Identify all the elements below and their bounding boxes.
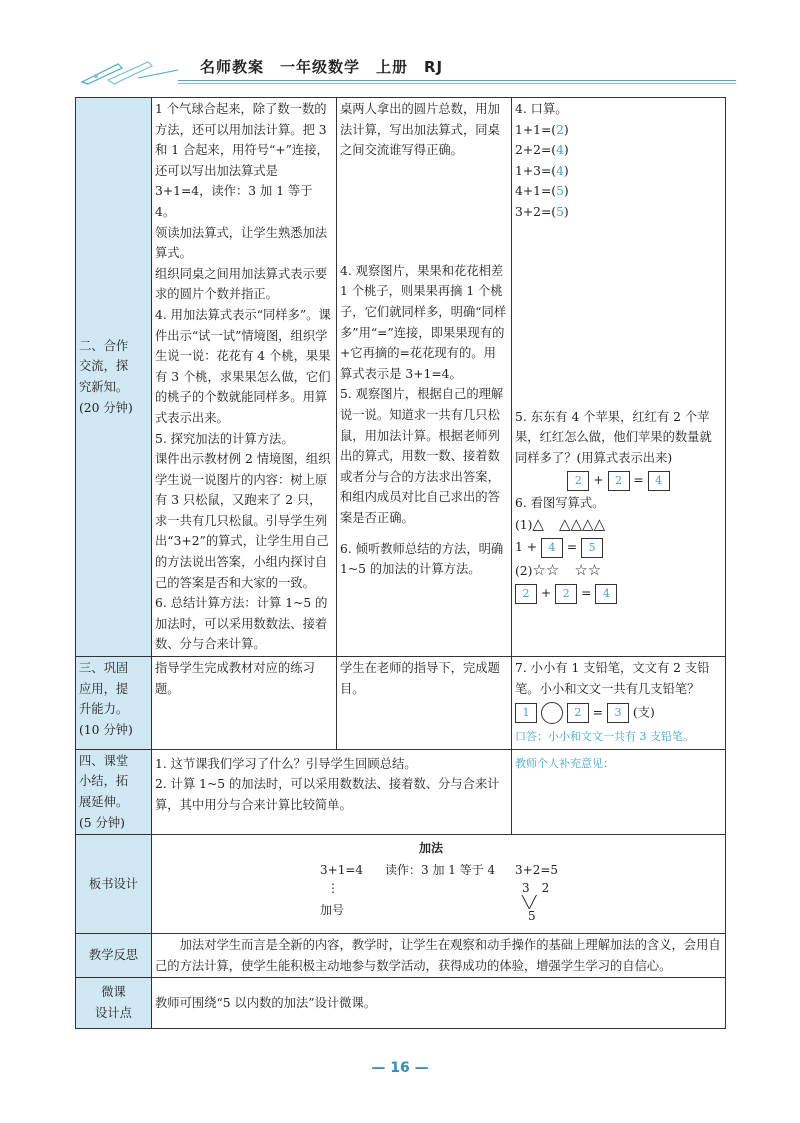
teacher-activity-explore: 1 个气球合起来，除了数一数的方法，还可以用加法计算。把 3 和 1 合起来，用符号“+”连接，还可以写出加法算式是 3+1=4，读作：3 加 1 等于 4。 领读加法算式，让学生熟悉加法算式。 组织同桌之间用加法算式表示要求的圆片个数并指正。 4. 用加法算式表示“同样多”。课件出示“试一试”情境图，组织学生说一说：花花有 4 个桃，果果有 3 个桃，求果果怎么做，它们的桃子的个数就能同样多。用算式表示出来。 5. 探究加法的计算方法。 课件出示教材例 2 情境图，组织学生说一说图片的内容：树上原有 3 只松鼠，又跑来了 2 只，求一共有几只松鼠。引导学生列出“3+2”的算式，让学生用自己的方法说出答案，小组内探讨自己的答案是否和大家的一致。 6. 总结计算方法：计算 1~5 的加法时，可以采用数数法、接着数、分与合来计算。 <box>152 98 337 657</box>
board-eq1: 3+1=4 <box>320 863 364 878</box>
section-row-apply <box>76 657 726 750</box>
board-dots: ⋮ <box>327 881 339 896</box>
teacher-activity-apply: 指导学生完成教材对应的练习题。 <box>152 657 337 750</box>
board-label: 板书设计 <box>76 835 152 934</box>
microcourse-text: 教师可围绕“5 以内数的加法”设计微课。 <box>152 978 726 1028</box>
summary-content: 1. 这节课我们学习了什么？引导学生回顾总结。 2. 计算 1~5 的加法时，可以采用数数法、接着数、分与合来计算，其中用分与合来计算比较简单。 <box>152 749 512 834</box>
question-7-equation: 1 2 = 3 (支) <box>515 702 722 724</box>
board-split-lines: ╲╱ <box>522 895 537 910</box>
section-row-reflection <box>76 934 726 978</box>
reflection-text: 加法对学生而言是全新的内容，教学时，让学生在观察和动手操作的基础上理解加法的含义，会用自己的方法计算，使学生能积极主动地参与数学活动，获得成功的体验，增强学生学习的自信心。 <box>152 934 726 978</box>
board-read: 读作：3 加 1 等于 4 <box>385 863 496 878</box>
triangle-icons: △ △△△△ <box>532 514 606 533</box>
reflection-label: 教学反思 <box>76 934 152 978</box>
star-icons: ☆☆ ☆☆ <box>532 560 602 579</box>
board-eq2: 3+2=5 <box>515 863 559 878</box>
oral-calc-5: 3+2=(5) <box>515 204 569 219</box>
header-rule-thin <box>178 83 736 84</box>
board-content <box>152 835 726 934</box>
board-title: 加法 <box>419 841 444 856</box>
question-6-2-shapes: (2)☆☆ ☆☆ <box>515 560 602 579</box>
page-number: — 16 — <box>371 1060 429 1076</box>
pencil-ruler-logo-icon <box>78 56 188 88</box>
section-row-microcourse <box>76 978 726 1028</box>
question-6-1-equation: 1 + 4 = 5 <box>515 537 722 558</box>
board-split-top: 3 2 <box>522 881 550 896</box>
section-row-summary <box>76 749 726 834</box>
section-label-apply: 三、巩固 应用，提 升能力。 (10 分钟) <box>76 657 152 750</box>
student-activity-explore: 桌两人拿出的圆片总数，用加法计算，写出加法算式，同桌之间交流谁写得正确。 4. 观察图片，果果和花花相差 1 个桃子，则果果再摘 1 个桃子，它们就同样多，明确“同样多”用“=”连接，即果果现有的+它再摘的=花花现有的。用算式表示是 3+1=4。 5. 观察图片，根据自己的理解说一说。知道求一共有几只松鼠，用加法计算。根据老师列出的算式，用数一数、接着数或者分与合的方法求出答案，和组内成员对比自己求出的答案是否正确。 6. 倾听教师总结的方法，明确 1~5 的加法的计算方法。 <box>337 98 512 657</box>
page-header <box>68 52 736 92</box>
section-label-explore: 二、合作 交流，探 究新知。 (20 分钟) <box>76 98 152 657</box>
section-row-explore <box>76 98 726 657</box>
question-7-answer: 口答：小小和文文一共有 3 支铅笔。 <box>515 730 694 744</box>
question-6-2-equation: 2 + 2 = 4 <box>515 583 722 604</box>
oral-calc-3: 1+3=(4) <box>515 163 569 178</box>
section-label-summary: 四、课堂 小结，拓 展延伸。 (5 分钟) <box>76 749 152 834</box>
board-split-bottom: 5 <box>528 909 536 924</box>
exercise-column-apply <box>512 657 726 750</box>
header-title: 名师教案 一年级数学 上册 RJ <box>200 58 444 76</box>
student-activity-apply: 学生在老师的指导下，完成题目。 <box>337 657 512 750</box>
board-plus-name: 加号 <box>320 903 345 918</box>
exercise-column-explore: 4. 口算。 1+1=(2) 2+2=(4) 1+3=(4) 4+1=(5) 3+2=(5) 5. 东东有 4 个苹果，红红有 2 个苹果，红红怎么做，他们苹果的数量就同样多了？(用算式表示出来) 2 + 2 = 4 6. 看图写算式。 (1)△ △△△△ 1 + 4 = 5 (2)☆☆ ☆☆ 2 + 2 = 4 <box>512 98 726 657</box>
lesson-plan-table <box>75 97 726 1029</box>
operator-circle-icon <box>541 702 563 724</box>
section-row-board <box>76 835 726 934</box>
oral-calc-4: 4+1=(5) <box>515 184 569 199</box>
microcourse-label: 微课 设计点 <box>76 978 152 1028</box>
oral-calc-1: 1+1=(2) <box>515 122 569 137</box>
question-6-1-shapes: (1)△ △△△△ <box>515 514 606 533</box>
question-5-text: 5. 东东有 4 个苹果，红红有 2 个苹果，红红怎么做，他们苹果的数量就同样多了？(用算式表示出来) <box>515 409 712 465</box>
question-7-text: 7. 小小有 1 支铅笔，文文有 2 支铅笔。小小和文文一共有几支铅笔？ <box>515 661 710 696</box>
oral-calc-2: 2+2=(4) <box>515 143 569 158</box>
question-5-equation: 2 + 2 = 4 <box>515 470 722 491</box>
teacher-note: 教师个人补充意见： <box>512 749 726 834</box>
header-rule <box>178 80 736 81</box>
